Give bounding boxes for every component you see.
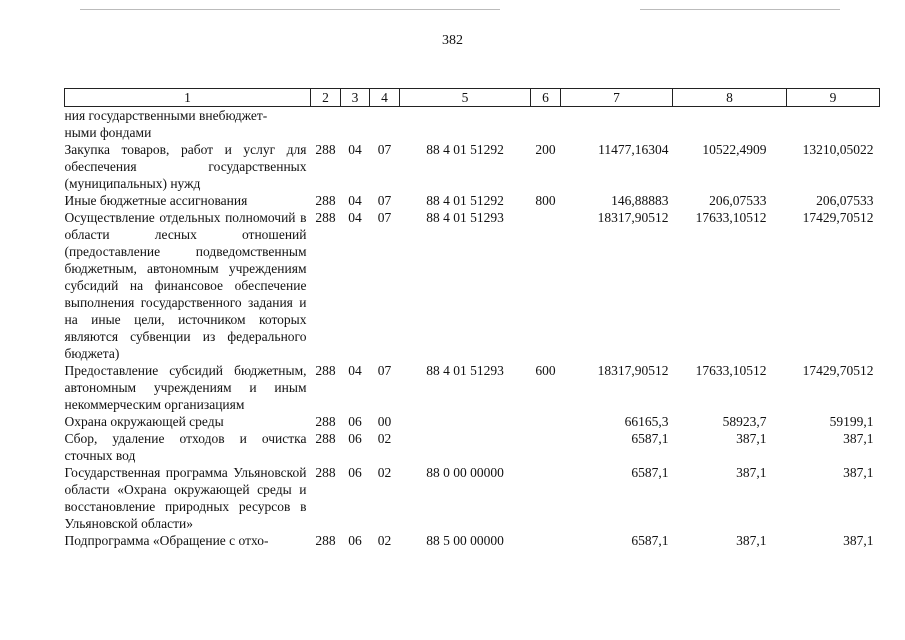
- page-number: 382: [442, 33, 463, 48]
- table-row: [65, 413, 880, 430]
- row-amount-2021: 206,07533: [709, 193, 767, 208]
- row-target-article: 88 5 00 00000: [426, 533, 504, 548]
- row-section: 06: [348, 414, 362, 429]
- row-amount-2021: [673, 107, 787, 142]
- row-amount-2020: 146,88883: [611, 193, 669, 208]
- row-subsection: 07: [377, 363, 392, 378]
- row-expense-type: [531, 413, 561, 430]
- column-header-2: 2: [311, 89, 341, 107]
- row-section: 04: [348, 142, 362, 157]
- row-target-article: [400, 413, 531, 430]
- row-subsection: 02: [377, 431, 392, 446]
- table-body: [65, 107, 880, 550]
- row-amount-2022: [787, 107, 880, 142]
- row-subsection: 00: [377, 414, 392, 429]
- table-row: [65, 362, 880, 413]
- row-expense-type: [531, 532, 561, 549]
- row-amount-2021: 387,1: [736, 465, 767, 480]
- row-grbs: [311, 107, 341, 142]
- row-target-article: [400, 107, 531, 142]
- row-section: 06: [348, 533, 362, 548]
- row-grbs: 288: [315, 193, 336, 208]
- row-expense-type: [531, 107, 561, 142]
- row-amount-2020: 6587,1: [631, 533, 669, 548]
- row-amount-2021: 10522,4909: [702, 142, 767, 157]
- scan-artifact: [640, 9, 840, 10]
- row-amount-2020: 18317,90512: [597, 363, 669, 378]
- row-amount-2021: 387,1: [736, 533, 767, 548]
- row-target-article: 88 0 00 00000: [426, 465, 504, 480]
- row-subsection: 02: [377, 465, 392, 480]
- row-expense-type: 600: [535, 363, 556, 378]
- column-header-6: 6: [531, 89, 561, 107]
- row-subsection: 02: [377, 533, 392, 548]
- column-header-9: 9: [787, 89, 880, 107]
- row-name: Сбор, удаление отходов и очистка сточных вод: [64, 431, 307, 463]
- row-expense-type: 800: [535, 193, 556, 208]
- header-row: [65, 89, 880, 107]
- row-subsection: 07: [377, 142, 392, 157]
- row-name: Подпрограмма «Обращение с отхо-: [64, 533, 269, 548]
- column-header-5: 5: [400, 89, 531, 107]
- column-header-1: 1: [65, 89, 311, 107]
- row-section: 04: [348, 363, 362, 378]
- row-grbs: 288: [315, 363, 336, 378]
- column-header-3: 3: [341, 89, 370, 107]
- row-amount-2021: 17633,10512: [695, 363, 767, 378]
- row-amount-2020: 66165,3: [624, 414, 669, 429]
- table-row: [65, 141, 880, 192]
- row-amount-2020: 6587,1: [631, 465, 669, 480]
- row-name: Государственная программа Ульяновской области «Охрана окружающей среды и восстановление природных ресурсов в Ульяновской области»: [64, 465, 307, 531]
- budget-table: [64, 88, 880, 549]
- column-header-4: 4: [370, 89, 400, 107]
- row-grbs: 288: [315, 142, 336, 157]
- row-target-article: [400, 430, 531, 464]
- row-amount-2020: 11477,16304: [598, 142, 669, 157]
- row-section: 04: [348, 193, 362, 208]
- row-expense-type: [531, 464, 561, 532]
- row-grbs: 288: [315, 210, 336, 225]
- row-amount-2020: 6587,1: [631, 431, 669, 446]
- row-grbs: 288: [315, 414, 336, 429]
- row-amount-2022: 206,07533: [816, 193, 874, 208]
- column-header-8: 8: [673, 89, 787, 107]
- row-grbs: 288: [315, 533, 336, 548]
- table-row: [65, 430, 880, 464]
- row-amount-2022: 17429,70512: [802, 363, 874, 378]
- row-amount-2022: 387,1: [843, 465, 874, 480]
- row-amount-2022: 387,1: [843, 533, 874, 548]
- row-amount-2022: 59199,1: [829, 414, 874, 429]
- row-name: Закупка товаров, работ и услуг для обеспечения государственных (муниципальных) нужд: [64, 142, 307, 191]
- row-name: ния государственными внебюджет- ными фондами: [64, 108, 268, 140]
- row-target-article: 88 4 01 51293: [426, 210, 504, 225]
- row-subsection: 07: [377, 193, 392, 208]
- row-name: Иные бюджетные ассигнования: [64, 193, 248, 208]
- row-target-article: 88 4 01 51293: [426, 363, 504, 378]
- scan-artifact: [80, 9, 500, 10]
- row-amount-2021: 387,1: [736, 431, 767, 446]
- row-name: Предоставление субсидий бюджетным, автономным учреждениям и иным некоммерческим организациям: [64, 363, 307, 412]
- row-amount-2022: 13210,05022: [802, 142, 874, 157]
- table-row: [65, 192, 880, 209]
- row-name: Охрана окружающей среды: [64, 414, 224, 429]
- row-section: [341, 107, 370, 142]
- row-amount-2020: [561, 107, 673, 142]
- row-section: 06: [348, 431, 362, 446]
- table-row: [65, 209, 880, 362]
- row-expense-type: 200: [535, 142, 556, 157]
- row-expense-type: [531, 209, 561, 362]
- row-amount-2022: 17429,70512: [802, 210, 874, 225]
- row-amount-2021: 17633,10512: [695, 210, 767, 225]
- row-subsection: 07: [377, 210, 392, 225]
- row-section: 04: [348, 210, 362, 225]
- row-name: Осуществление отдельных полномочий в области лесных отношений (предоставление подведомственным бюджетным, автономным учреждениям субсидий на финансовое обеспечение выполнения государственного задания и на иные цели, источником которых являются субвенции из федерального бюджета): [64, 210, 307, 361]
- row-grbs: 288: [315, 431, 336, 446]
- row-target-article: 88 4 01 51292: [426, 142, 504, 157]
- column-header-7: 7: [561, 89, 673, 107]
- row-amount-2021: 58923,7: [722, 414, 767, 429]
- row-amount-2022: 387,1: [843, 431, 874, 446]
- row-section: 06: [348, 465, 362, 480]
- table-row: [65, 532, 880, 549]
- row-subsection: [370, 107, 400, 142]
- row-target-article: 88 4 01 51292: [426, 193, 504, 208]
- row-grbs: 288: [315, 465, 336, 480]
- table-row: [65, 107, 880, 142]
- table-row: [65, 464, 880, 532]
- row-amount-2020: 18317,90512: [597, 210, 669, 225]
- row-expense-type: [531, 430, 561, 464]
